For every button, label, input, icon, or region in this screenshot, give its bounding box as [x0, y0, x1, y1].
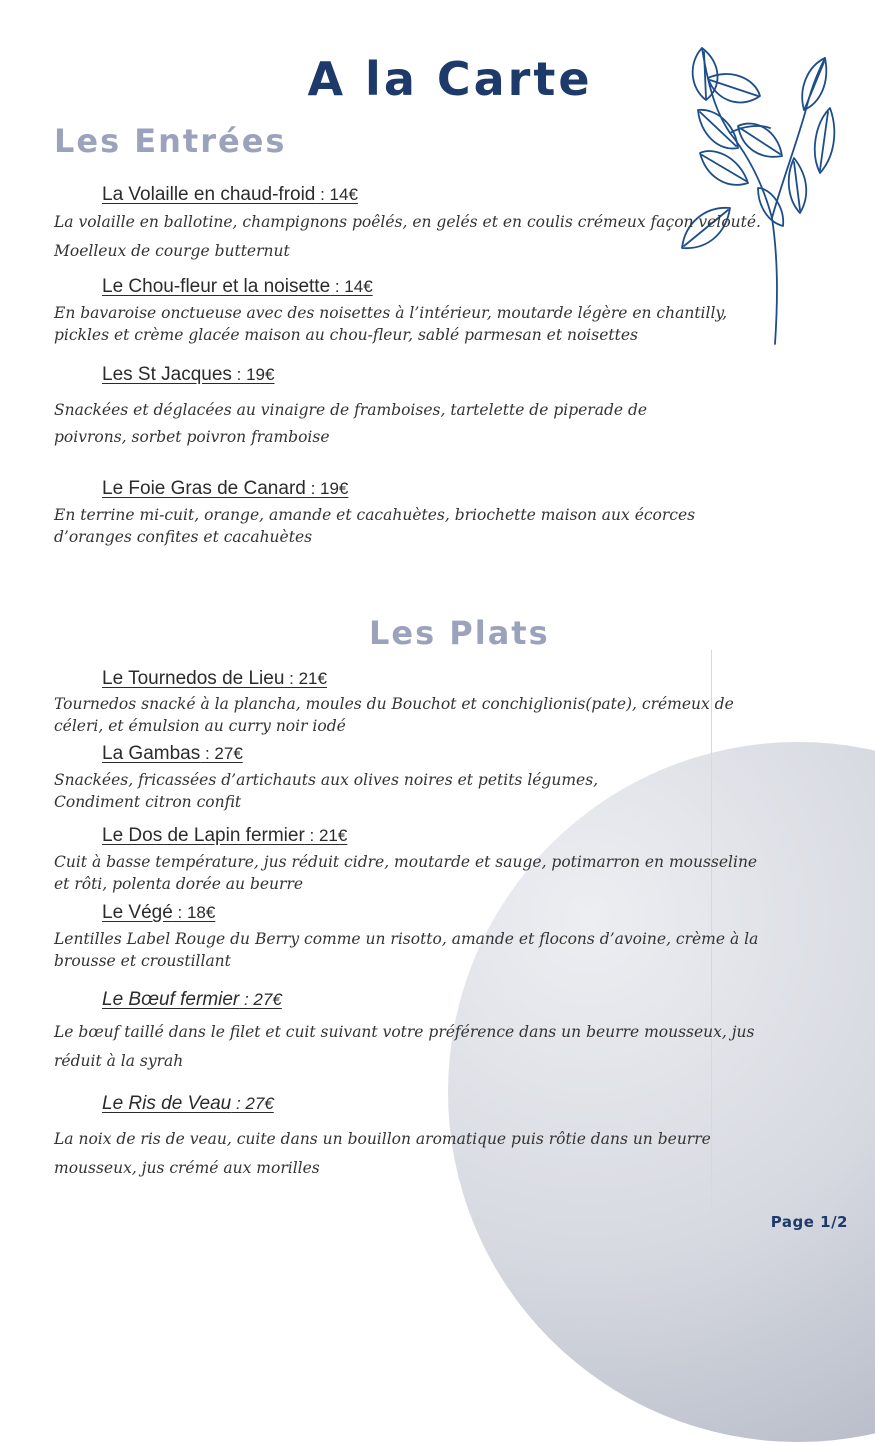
menu-item-description: Snackées, fricassées d’artichauts aux olives noires et petits légumes, Condiment citron confit [54, 771, 599, 811]
menu-item-price: : 14€ [330, 277, 373, 296]
menu-item-title [102, 668, 327, 690]
menu-item-name: La Volaille en chaud-froid [102, 184, 316, 205]
menu-item-price: : 27€ [200, 744, 243, 763]
menu-item-title [102, 825, 347, 847]
menu-item-price: : 18€ [172, 903, 216, 922]
section-title-plats: Les Plats [369, 614, 550, 652]
menu-item-price: : 19€ [231, 365, 275, 384]
menu-item-description: La volaille en ballotine, champignons poêlés, en gelés et en coulis crémeux façon velouté. Moelleux de courge butternut [54, 213, 761, 260]
menu-item-name: Le Végé [102, 902, 173, 923]
menu-item-price: : 19€ [305, 479, 349, 498]
section-title-entrees: Les Entrées [54, 122, 287, 160]
menu-item-description: Cuit à basse température, jus réduit cidre, moutarde et sauge, potimarron en mousseline et rôti, polenta dorée au beurre [54, 853, 758, 893]
menu-item-name: Le Ris de Veau [102, 1093, 232, 1114]
menu-item-title [102, 1093, 274, 1115]
menu-item-description: En bavaroise onctueuse avec des noisettes à l’intérieur, moutarde légère en chantilly, pickles et crème glacée maison au chou-fleur, sablé parmesan et noisettes [54, 304, 728, 344]
page-number: Page 1/2 [770, 1213, 848, 1231]
menu-item-name: La Gambas [102, 743, 201, 764]
menu-item-title [102, 364, 274, 386]
menu-item-title [102, 184, 358, 206]
menu-item-title [102, 743, 243, 765]
decorative-gray-circle [448, 742, 875, 1442]
menu-item-price: : 21€ [304, 826, 348, 845]
menu-item-description: La noix de ris de veau, cuite dans un bouillon aromatique puis rôtie dans un beurre mousseux, jus crémé aux morilles [54, 1130, 711, 1177]
menu-item-name: Le Dos de Lapin fermier [102, 825, 305, 846]
menu-item-price: : 14€ [315, 185, 358, 204]
menu-item-name: Le Bœuf fermier [102, 989, 240, 1010]
menu-item-title [102, 276, 373, 298]
menu-item-description: Lentilles Label Rouge du Berry comme un risotto, amande et flocons d’avoine, crème à la brousse et croustillant [54, 930, 759, 970]
menu-item-name: Les St Jacques [102, 364, 232, 385]
menu-item-price: : 27€ [239, 990, 282, 1009]
menu-item-title [102, 478, 348, 500]
menu-item-title [102, 989, 282, 1011]
menu-item-name: Le Chou-fleur et la noisette [102, 276, 331, 297]
menu-item-description: Le bœuf taillé dans le filet et cuit suivant votre préférence dans un beurre mousseux, jus réduit à la syrah [54, 1023, 755, 1070]
menu-item-description: Tournedos snacké à la plancha, moules du Bouchot et conchiglionis(pate), crémeux de céleri, et émulsion au curry noir iodé [54, 695, 734, 735]
menu-item-price: : 21€ [284, 669, 327, 688]
page-title: A la Carte [307, 52, 593, 106]
menu-item-description: En terrine mi-cuit, orange, amande et cacahuètes, briochette maison aux écorces d’oranges confites et cacahuètes [54, 506, 696, 546]
menu-item-name: Le Foie Gras de Canard [102, 478, 306, 499]
menu-item-price: : 27€ [231, 1094, 274, 1113]
menu-item-title [102, 902, 215, 924]
menu-item-name: Le Tournedos de Lieu [102, 668, 285, 689]
menu-item-description: Snackées et déglacées au vinaigre de framboises, tartelette de piperade de poivrons, sorbet poivron framboise [54, 401, 648, 446]
